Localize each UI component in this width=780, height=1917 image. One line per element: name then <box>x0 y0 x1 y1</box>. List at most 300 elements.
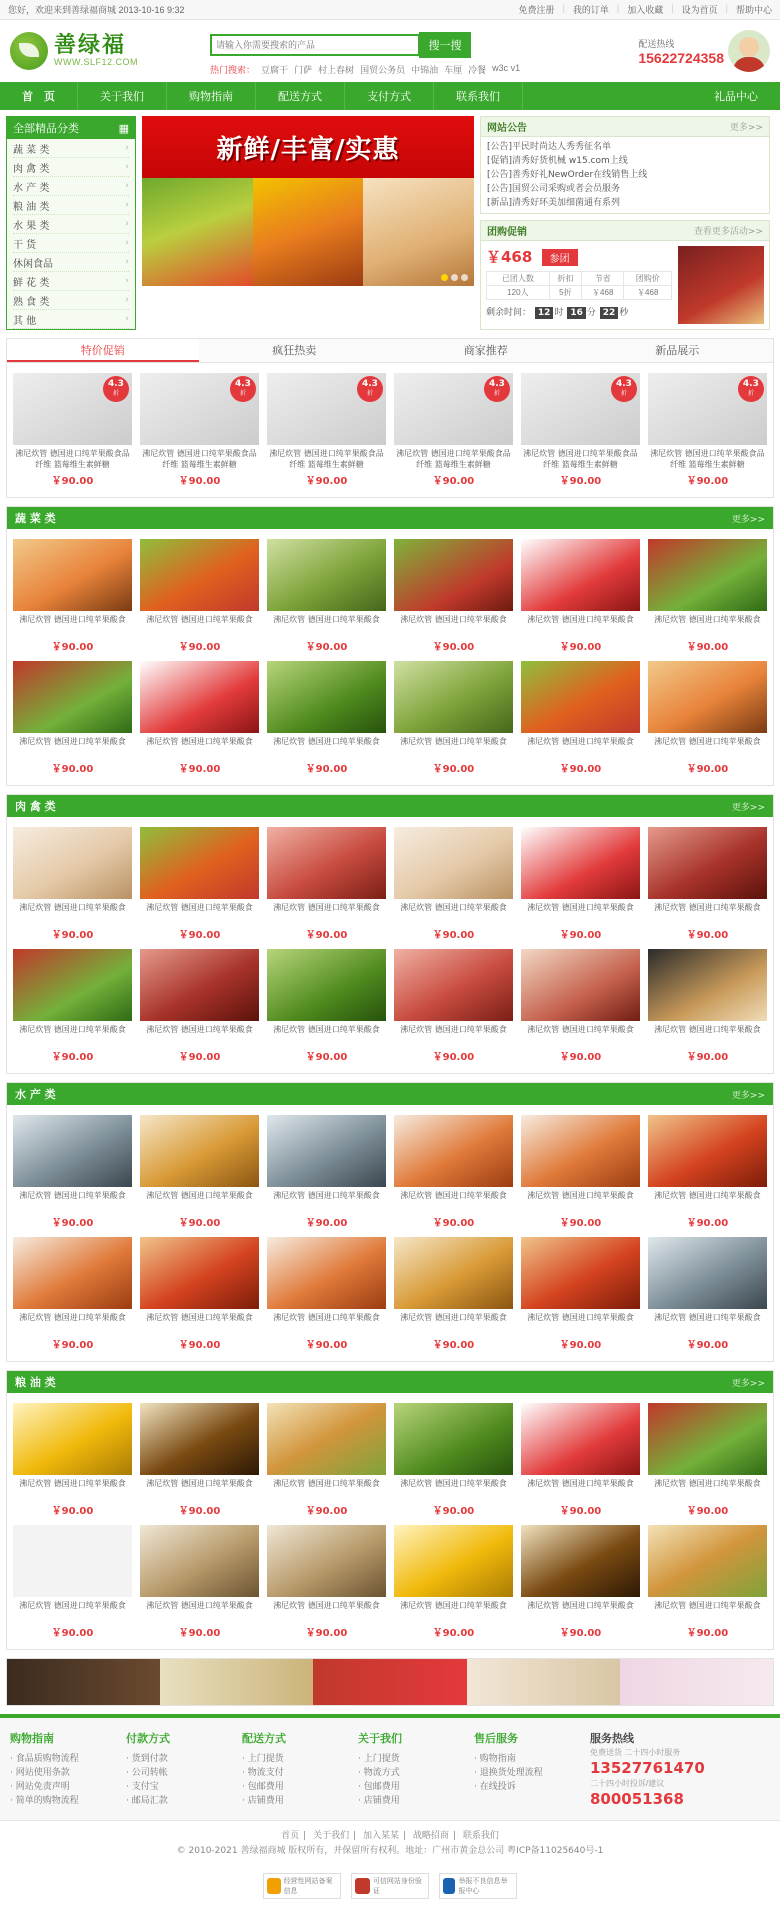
product-card[interactable] <box>9 1233 136 1355</box>
top-link-my-orders[interactable]: 我的订单 <box>572 5 609 15</box>
product-card[interactable] <box>644 535 771 657</box>
product-image[interactable] <box>13 1525 132 1597</box>
countdown-minutes: 16 <box>567 307 586 319</box>
footer-link[interactable]: · 在线投诉 <box>474 1780 590 1794</box>
nav-item-about[interactable]: 关于我们 <box>78 82 167 110</box>
product-image[interactable] <box>521 949 640 1021</box>
banner-dot-3[interactable] <box>461 274 468 281</box>
nav-spacer <box>523 82 692 110</box>
product-name: 沸尼炊管 德国进口纯苹果酸食 <box>527 1313 634 1322</box>
product-image[interactable] <box>140 1525 259 1597</box>
cert-label: 可信网站身份验证 <box>372 1877 422 1895</box>
product-card[interactable] <box>136 945 263 1067</box>
product-card[interactable] <box>390 945 517 1067</box>
hot-keyword[interactable]: 豆腐干 <box>261 65 289 75</box>
footer-link[interactable]: · 食品质购物流程 <box>10 1752 126 1766</box>
product-card[interactable] <box>136 535 263 657</box>
sidebar-item-meat[interactable] <box>13 158 129 177</box>
product-card[interactable] <box>263 535 390 657</box>
product-name: 沸尼炊管 德国进口纯苹果酸食 <box>400 1313 507 1322</box>
product-image[interactable] <box>140 827 259 899</box>
product-image[interactable] <box>648 1403 767 1475</box>
product-price: ￥90.00 <box>432 930 475 941</box>
search-box[interactable] <box>210 34 420 56</box>
category-product-grid <box>7 1393 773 1649</box>
product-card[interactable] <box>390 1111 517 1233</box>
discount-badge: 4.3 折 <box>230 376 256 402</box>
product-card[interactable] <box>390 823 517 945</box>
footer-bottom-link-partners[interactable]: 战略招商 <box>412 1831 449 1841</box>
top-link-help[interactable]: 帮助中心 <box>735 5 772 15</box>
search-button[interactable]: 搜一搜 <box>419 32 471 58</box>
product-image[interactable] <box>267 373 386 445</box>
category-section-header <box>7 507 773 529</box>
product-card[interactable] <box>390 657 517 779</box>
footer-bottom-link-home[interactable]: 首页 <box>281 1831 300 1841</box>
notice-more-link[interactable]: 更多>> <box>729 123 763 133</box>
product-card[interactable] <box>644 945 771 1067</box>
product-name: 沸尼炊管 德国进口纯苹果酸食 <box>273 1025 380 1034</box>
product-card[interactable] <box>263 823 390 945</box>
product-price: ￥90.00 <box>305 1340 348 1351</box>
category-product-grid <box>7 817 773 1073</box>
hero-row <box>0 110 780 330</box>
product-price: ￥90.00 <box>686 1506 729 1517</box>
footer-link[interactable]: · 包邮费用 <box>242 1780 358 1794</box>
product-name: 沸尼炊管 德国进口纯苹果酸食 <box>273 1191 380 1200</box>
product-price: ￥90.00 <box>686 1052 729 1063</box>
product-name: 沸尼炊管 德国进口纯苹果酸食 <box>654 615 761 624</box>
product-image[interactable] <box>521 1525 640 1597</box>
chevron-right-icon: › <box>125 143 129 153</box>
product-price: ￥90.00 <box>686 764 729 775</box>
product-card[interactable] <box>517 657 644 779</box>
product-name: 沸尼炊管 德国进口纯苹果酸食品纤维 篮莓维生素鲜糖 <box>650 449 765 469</box>
product-price: ￥90.00 <box>305 1628 348 1639</box>
product-image[interactable] <box>521 827 640 899</box>
footer-bottom-link-contact[interactable]: 联系我们 <box>462 1831 499 1841</box>
footer-link[interactable]: · 上门提货 <box>358 1752 474 1766</box>
product-image[interactable] <box>648 661 767 733</box>
product-card[interactable] <box>644 369 771 491</box>
category-label: 休闲食品 <box>13 258 53 270</box>
product-image[interactable] <box>648 949 767 1021</box>
product-image[interactable] <box>13 949 132 1021</box>
product-card[interactable] <box>136 369 263 491</box>
product-image[interactable] <box>648 539 767 611</box>
product-image[interactable] <box>394 949 513 1021</box>
product-image[interactable] <box>13 539 132 611</box>
product-card[interactable] <box>517 1521 644 1643</box>
product-image[interactable] <box>13 1403 132 1475</box>
product-image[interactable] <box>394 539 513 611</box>
product-card[interactable] <box>390 369 517 491</box>
product-card[interactable] <box>517 823 644 945</box>
product-name: 沸尼炊管 德国进口纯苹果酸食 <box>400 1479 507 1488</box>
sidebar-item-cooked[interactable] <box>13 291 129 310</box>
notice-item[interactable]: [公告]善秀好礼NewOrder在线销售上线 <box>487 170 648 180</box>
product-card[interactable] <box>263 1233 390 1355</box>
product-card[interactable] <box>9 823 136 945</box>
product-price: ￥90.00 <box>305 1506 348 1517</box>
product-name: 沸尼炊管 德国进口纯苹果酸食 <box>527 737 634 746</box>
product-image[interactable] <box>394 373 513 445</box>
hot-keywords-label: 热门搜索： <box>210 65 256 75</box>
product-name: 沸尼炊管 德国进口纯苹果酸食 <box>19 1601 126 1610</box>
product-card[interactable] <box>517 1111 644 1233</box>
product-image[interactable] <box>267 949 386 1021</box>
sidebar-item-other[interactable] <box>13 310 129 329</box>
nav-item-gift-center[interactable]: 礼品中心 <box>714 90 758 103</box>
product-price: ￥90.00 <box>305 1218 348 1229</box>
product-price: ￥90.00 <box>559 476 602 487</box>
banner-pagination[interactable] <box>441 274 468 281</box>
notice-item[interactable]: [公告]国贸公司采购或者会员服务 <box>487 184 621 194</box>
category-product-grid <box>7 529 773 785</box>
hero-banner[interactable] <box>142 116 474 286</box>
banner-dot-2[interactable] <box>451 274 458 281</box>
product-name: 沸尼炊管 德国进口纯苹果酸食 <box>654 1601 761 1610</box>
notice-list <box>481 137 769 213</box>
footer-column-title: 购物指南 <box>10 1732 54 1745</box>
product-card[interactable] <box>136 1111 263 1233</box>
product-image[interactable] <box>267 1403 386 1475</box>
top-link-set-homepage[interactable]: 设为首页 <box>681 5 718 15</box>
category-more-link[interactable]: 更多>> <box>731 802 765 813</box>
category-section <box>6 1370 774 1650</box>
category-label: 水 果 类 <box>13 220 50 232</box>
category-more-link[interactable]: 更多>> <box>731 1378 765 1389</box>
divider: | <box>562 3 565 13</box>
product-image[interactable] <box>140 1403 259 1475</box>
category-section-title: 水 产 类 <box>15 1088 56 1101</box>
product-card[interactable] <box>136 823 263 945</box>
footer-hotline <box>590 1730 770 1808</box>
footer-bottom-link-about[interactable]: 关于我们 <box>313 1831 350 1841</box>
footer-link[interactable]: · 店铺费用 <box>358 1794 474 1808</box>
product-image[interactable] <box>267 1525 386 1597</box>
product-card[interactable] <box>517 945 644 1067</box>
top-link-register[interactable]: 免费注册 <box>518 5 555 15</box>
product-card[interactable] <box>390 1233 517 1355</box>
product-name: 沸尼炊管 德国进口纯苹果酸食 <box>654 1479 761 1488</box>
product-image[interactable] <box>521 1403 640 1475</box>
footer-link[interactable]: · 网站免责声明 <box>10 1780 126 1794</box>
product-image[interactable] <box>267 661 386 733</box>
nav-item-payment[interactable]: 支付方式 <box>345 82 434 110</box>
notice-panel-header <box>481 117 769 137</box>
product-image[interactable] <box>521 1237 640 1309</box>
product-image[interactable] <box>267 827 386 899</box>
tab-special-offers[interactable]: 特价促销 <box>7 339 199 362</box>
product-card[interactable] <box>263 1111 390 1233</box>
footer-link[interactable]: · 物流方式 <box>358 1766 474 1780</box>
category-list <box>7 139 135 329</box>
product-image[interactable] <box>13 661 132 733</box>
product-price: ￥90.00 <box>178 930 221 941</box>
top-link-favorites[interactable]: 加入收藏 <box>627 5 664 15</box>
product-card[interactable] <box>263 1521 390 1643</box>
product-image[interactable] <box>267 539 386 611</box>
product-card[interactable] <box>644 1111 771 1233</box>
sidebar-item-snacks[interactable] <box>13 253 129 272</box>
product-price: ￥90.00 <box>559 1340 602 1351</box>
product-card[interactable] <box>9 657 136 779</box>
group-buy-title: 团购促销 <box>487 227 527 238</box>
product-price: ￥90.00 <box>686 930 729 941</box>
product-image[interactable] <box>648 1525 767 1597</box>
group-buy-join-button[interactable]: 参团 <box>542 249 578 266</box>
footer-copyright-area <box>0 1821 780 1867</box>
sidebar-item-dried[interactable] <box>13 234 129 253</box>
product-image[interactable] <box>13 827 132 899</box>
product-card[interactable] <box>263 1399 390 1521</box>
chevron-right-icon: › <box>125 257 129 267</box>
product-card[interactable] <box>644 1521 771 1643</box>
footer-link[interactable]: · 简单的购物流程 <box>10 1794 126 1808</box>
footer-link[interactable]: · 邮局汇款 <box>126 1794 242 1808</box>
product-image[interactable] <box>394 661 513 733</box>
product-card[interactable] <box>9 1521 136 1643</box>
tab-recommended[interactable]: 商家推荐 <box>463 344 508 357</box>
product-image[interactable] <box>267 1237 386 1309</box>
product-image[interactable] <box>394 1115 513 1187</box>
nav-item-home[interactable]: 首 页 <box>0 82 78 110</box>
tab-new-arrivals[interactable]: 新品展示 <box>655 344 700 357</box>
product-name: 沸尼炊管 德国进口纯苹果酸食 <box>273 1313 380 1322</box>
product-image[interactable] <box>521 539 640 611</box>
product-name: 沸尼炊管 德国进口纯苹果酸食 <box>273 737 380 746</box>
notice-item[interactable]: [新品]清秀好环美加细菌通有系列 <box>487 198 621 208</box>
category-more-link[interactable]: 更多>> <box>731 514 765 525</box>
tab-hot-sales[interactable]: 疯狂热卖 <box>272 344 317 357</box>
cert-badge-trusted-site[interactable] <box>351 1873 429 1899</box>
product-image[interactable] <box>521 1115 640 1187</box>
product-card[interactable] <box>9 369 136 491</box>
product-image[interactable] <box>394 1403 513 1475</box>
product-card[interactable] <box>9 1399 136 1521</box>
site-header <box>0 20 780 82</box>
footer-link[interactable]: · 购物指南 <box>474 1752 590 1766</box>
product-card[interactable] <box>263 945 390 1067</box>
footer-column-shopping-guide <box>10 1730 126 1808</box>
banner-image-poultry <box>363 178 474 286</box>
product-image[interactable] <box>13 1115 132 1187</box>
product-card[interactable] <box>644 657 771 779</box>
chevron-right-icon: › <box>125 314 129 324</box>
divider: | <box>616 3 620 13</box>
product-image[interactable] <box>521 373 640 445</box>
product-name: 沸尼炊管 德国进口纯苹果酸食 <box>19 1025 126 1034</box>
footer-link[interactable]: · 退换货处理流程 <box>474 1766 590 1780</box>
product-name: 沸尼炊管 德国进口纯苹果酸食 <box>19 1191 126 1200</box>
product-price: ￥90.00 <box>178 1218 221 1229</box>
product-name: 沸尼炊管 德国进口纯苹果酸食 <box>19 1313 126 1322</box>
product-card[interactable] <box>644 1399 771 1521</box>
discount-badge: 4.3 折 <box>611 376 637 402</box>
hot-keyword[interactable]: w3c v1 <box>492 63 521 73</box>
product-card[interactable] <box>644 1233 771 1355</box>
product-name: 沸尼炊管 德国进口纯苹果酸食品纤维 篮莓维生素鲜糖 <box>142 449 257 469</box>
product-card[interactable] <box>390 1521 517 1643</box>
footer-link[interactable]: · 支付宝 <box>126 1780 242 1794</box>
product-card[interactable] <box>136 1521 263 1643</box>
product-card[interactable] <box>136 657 263 779</box>
product-card[interactable] <box>517 369 644 491</box>
product-name: 沸尼炊管 德国进口纯苹果酸食 <box>400 1025 507 1034</box>
product-name: 沸尼炊管 德国进口纯苹果酸食 <box>146 1025 253 1034</box>
product-card[interactable] <box>9 535 136 657</box>
footer-link[interactable]: · 包邮费用 <box>358 1780 474 1794</box>
top-links <box>519 3 772 16</box>
product-image[interactable] <box>394 1525 513 1597</box>
ad-banner-1[interactable] <box>7 1659 160 1705</box>
hot-keyword[interactable]: 国贸公务员 <box>360 65 406 75</box>
sidebar-item-vegetables[interactable] <box>13 139 129 158</box>
product-name: 沸尼炊管 德国进口纯苹果酸食 <box>527 615 634 624</box>
group-buy-info <box>486 246 672 324</box>
group-buy-table <box>486 271 672 300</box>
nav-item-delivery[interactable]: 配送方式 <box>256 82 345 110</box>
footer-link[interactable]: · 网站使用条款 <box>10 1766 126 1780</box>
sidebar-item-grain-oil[interactable] <box>13 196 129 215</box>
footer-link[interactable]: · 上门提货 <box>242 1752 358 1766</box>
top-utility-bar <box>0 0 780 20</box>
category-section-header <box>7 795 773 817</box>
right-column <box>480 116 770 330</box>
product-card[interactable] <box>517 1233 644 1355</box>
product-name: 沸尼炊管 德国进口纯苹果酸食 <box>146 1313 253 1322</box>
category-section <box>6 794 774 1074</box>
footer-link[interactable]: · 公司转帐 <box>126 1766 242 1780</box>
nav-item-shopping-guide[interactable]: 购物指南 <box>167 82 256 110</box>
ad-banner-4[interactable] <box>467 1659 620 1705</box>
product-price: ￥90.00 <box>432 1052 475 1063</box>
product-card[interactable] <box>644 823 771 945</box>
footer-link[interactable]: · 货到付款 <box>126 1752 242 1766</box>
product-image[interactable] <box>394 1237 513 1309</box>
hot-keyword[interactable]: 冷餐 <box>468 65 487 75</box>
bottom-ad-strip[interactable] <box>6 1658 774 1706</box>
sidebar-item-seafood[interactable] <box>13 177 129 196</box>
product-card[interactable] <box>263 369 390 491</box>
ad-banner-2[interactable] <box>160 1659 313 1705</box>
product-price: ￥90.00 <box>432 1218 475 1229</box>
sidebar-item-flowers[interactable] <box>13 272 129 291</box>
service-hotline <box>590 30 770 72</box>
footer-link[interactable]: · 店铺费用 <box>242 1794 358 1808</box>
promo-product-grid <box>7 363 773 497</box>
leaf-logo-icon <box>10 32 48 70</box>
product-name: 沸尼炊管 德国进口纯苹果酸食 <box>527 1025 634 1034</box>
service-phone: 15622724358 <box>638 49 724 66</box>
main-nav <box>0 82 780 110</box>
product-image[interactable] <box>140 1115 259 1187</box>
product-card[interactable] <box>9 945 136 1067</box>
banner-image-fruit <box>253 178 364 286</box>
product-name: 沸尼炊管 德国进口纯苹果酸食 <box>654 903 761 912</box>
product-name: 沸尼炊管 德国进口纯苹果酸食 <box>146 1479 253 1488</box>
product-card[interactable] <box>9 1111 136 1233</box>
product-card[interactable] <box>136 1233 263 1355</box>
col-header-participants: 已团人数 <box>487 272 550 286</box>
sidebar-item-fruit[interactable] <box>13 215 129 234</box>
product-card[interactable] <box>263 657 390 779</box>
category-section-header <box>7 1371 773 1393</box>
service-label: 配送热线 <box>638 38 675 49</box>
ad-banner-5[interactable] <box>620 1659 773 1705</box>
notice-item[interactable]: [公告]平民时尚达人秀秀征名单 <box>487 142 612 152</box>
product-name: 沸尼炊管 德国进口纯苹果酸食 <box>654 1025 761 1034</box>
group-buy-product-image[interactable] <box>678 246 764 324</box>
nav-item-contact[interactable]: 联系我们 <box>434 82 523 110</box>
cert-badge-business-license[interactable] <box>263 1873 341 1899</box>
hot-keyword[interactable]: 车厘 <box>444 65 463 75</box>
product-card[interactable] <box>517 1399 644 1521</box>
product-image[interactable] <box>394 827 513 899</box>
product-price: ￥90.00 <box>51 1628 94 1639</box>
group-buy-more-link[interactable]: 查看更多活动>> <box>693 227 763 237</box>
product-name: 沸尼炊管 德国进口纯苹果酸食 <box>146 737 253 746</box>
site-logo[interactable] <box>10 32 210 70</box>
footer-link-list <box>126 1752 242 1808</box>
product-image[interactable] <box>648 373 767 445</box>
product-price: ￥90.00 <box>51 642 94 653</box>
product-image[interactable] <box>13 373 132 445</box>
product-card[interactable] <box>390 1399 517 1521</box>
product-image[interactable] <box>140 949 259 1021</box>
product-image[interactable] <box>521 661 640 733</box>
product-card[interactable] <box>136 1399 263 1521</box>
hot-keyword[interactable]: 中锦油 <box>411 65 439 75</box>
promo-block <box>6 338 774 498</box>
footer-bottom-link-join[interactable]: 加入某某 <box>362 1831 399 1841</box>
product-card[interactable] <box>517 535 644 657</box>
product-price: ￥90.00 <box>686 1218 729 1229</box>
discount-badge: 4.3 折 <box>357 376 383 402</box>
notice-item[interactable]: [促销]清秀好货机械 w15.com上线 <box>487 156 628 166</box>
product-image[interactable] <box>648 1115 767 1187</box>
hot-keywords <box>210 63 590 76</box>
footer-link[interactable]: · 物流支付 <box>242 1766 358 1780</box>
product-image[interactable] <box>267 1115 386 1187</box>
hot-keyword[interactable]: 门萨 <box>294 65 313 75</box>
search-input[interactable] <box>216 36 414 54</box>
product-image[interactable] <box>140 539 259 611</box>
ad-banner-3[interactable] <box>313 1659 466 1705</box>
product-name: 沸尼炊管 德国进口纯苹果酸食 <box>527 1479 634 1488</box>
product-card[interactable] <box>390 535 517 657</box>
category-more-link[interactable]: 更多>> <box>731 1090 765 1101</box>
product-price: ￥90.00 <box>432 642 475 653</box>
hot-keyword[interactable]: 村上春树 <box>318 65 355 75</box>
banner-dot-1[interactable] <box>441 274 448 281</box>
product-image[interactable] <box>648 1237 767 1309</box>
divider: | <box>725 3 728 13</box>
product-image[interactable] <box>140 1237 259 1309</box>
product-image[interactable] <box>140 661 259 733</box>
product-image[interactable] <box>140 373 259 445</box>
product-name: 沸尼炊管 德国进口纯苹果酸食 <box>527 1191 634 1200</box>
license-icon <box>267 1878 281 1894</box>
product-image[interactable] <box>648 827 767 899</box>
product-price: ￥90.00 <box>559 642 602 653</box>
product-image[interactable] <box>13 1237 132 1309</box>
product-name: 沸尼炊管 德国进口纯苹果酸食品纤维 篮莓维生素鲜糖 <box>15 449 130 469</box>
cert-badge-report-center[interactable] <box>439 1873 517 1899</box>
product-price: ￥90.00 <box>432 1506 475 1517</box>
product-name: 沸尼炊管 德国进口纯苹果酸食 <box>654 1313 761 1322</box>
